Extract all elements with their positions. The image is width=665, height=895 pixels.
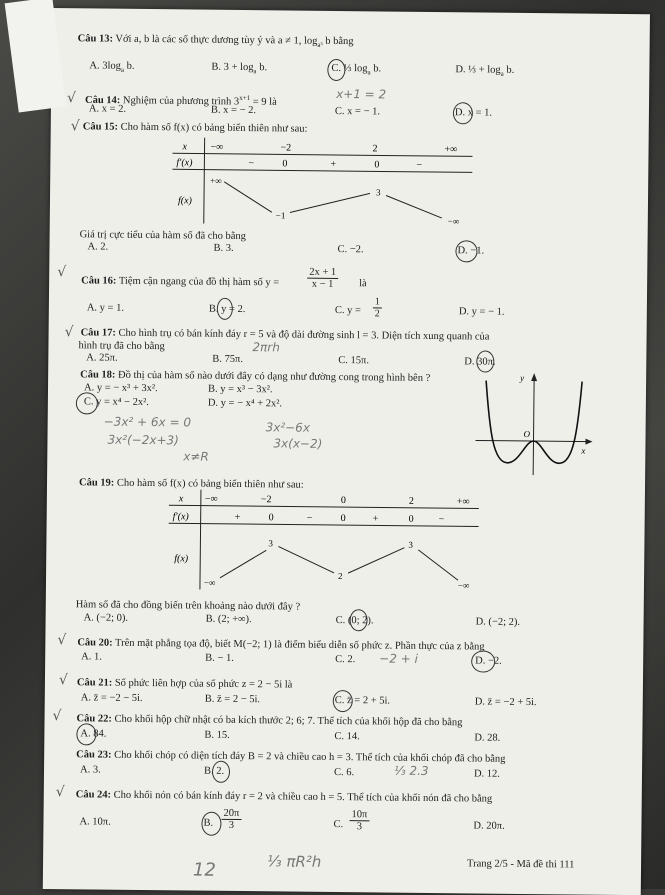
table-cell: f′(x): [172, 511, 189, 523]
q19-question: Hàm số đã cho đồng biến trên khoảng nào dưới đây ?: [75, 599, 301, 613]
table-cell: x: [178, 493, 184, 505]
q16-tail: là: [359, 278, 367, 290]
question-22: Câu 22: Cho khối hộp chữ nhật có ba kích thước 2; 6; 7. Thể tích của khối hộp đã cho bằng: [76, 713, 463, 729]
check-mark-icon: √: [57, 632, 67, 649]
q23-option-a: A. 3.: [79, 764, 101, 776]
q13-option-c: C. ⅓ $\log_a b$.: [331, 62, 382, 77]
q18-option-d: D. y = − x⁴ + 2x².: [207, 397, 283, 410]
question-14: Câu 14: Nghiệm của phương trình $3^{x+1} = 9$ là: [84, 93, 277, 108]
table-cell: −: [306, 512, 313, 524]
axis-label: y: [520, 372, 525, 383]
q23-option-b: B. 2.: [203, 765, 225, 777]
q24-option-c: C.: [333, 818, 344, 831]
q23-option-d: D. 12.: [473, 768, 501, 780]
table-cell: −: [248, 158, 255, 170]
table-cell: −∞: [447, 216, 460, 227]
question-21: Câu 21: Số phức liên hợp của số phức z = 2 − 5i là: [76, 677, 293, 691]
q21-option-c: C. z̄ = 2 + 5i.: [334, 694, 391, 707]
q24-option-a: A. 10π.: [79, 816, 111, 828]
q19-option-c: C. (0; 2).: [335, 615, 374, 627]
q13-option-a: A. $3\log_a$ b.: [89, 60, 135, 74]
handwritten-note: x≠R: [183, 449, 209, 464]
q24-option-d: D. 20π.: [473, 820, 505, 832]
answer-circle: [201, 812, 221, 836]
table-cell: +∞: [456, 496, 470, 508]
handwritten-note: 3x²−6x: [265, 420, 311, 435]
q15-option-c: C. −2.: [337, 244, 364, 256]
answer-circle: [327, 59, 345, 81]
answer-circle: [349, 609, 367, 631]
q16-c-fraction: 1 2: [374, 296, 380, 320]
question-19: Câu 19: Cho hàm số f(x) có bảng biến thiên như sau:: [78, 477, 304, 491]
q17-option-b: B. 75π.: [212, 353, 244, 366]
table-cell: 0: [282, 158, 288, 170]
q15-option-a: A. 2.: [87, 241, 109, 253]
table-cell: +: [372, 513, 379, 525]
table-cell: f′(x): [176, 157, 193, 169]
table-cell: +: [234, 511, 241, 523]
page-footer: Trang 2/5 - Mã đề thi 111: [467, 858, 575, 871]
q24-b-fraction: 20π 3: [221, 808, 241, 831]
q14-option-d: D. x = 1.: [454, 107, 493, 119]
answer-circle: [333, 690, 353, 712]
table-cell: −: [416, 159, 423, 171]
handwritten-note: −3x² + 6x = 0: [103, 414, 192, 430]
q21-option-a: A. z̄ = −2 − 5i.: [80, 692, 143, 704]
answer-circle: [476, 350, 494, 372]
q14-option-b: B. x = − 2.: [210, 104, 257, 117]
answer-circle: [217, 298, 233, 320]
q15-option-b: B. 3.: [213, 242, 234, 254]
table-cell: 0: [374, 159, 380, 171]
question-23: Câu 23: Cho khối chóp có diện tích đáy B = 2 và chiều cao h = 3. Thể tích của khối chóp đã cho bằng: [76, 749, 506, 765]
q16-option-b: B. y = 2.: [208, 303, 246, 316]
table-cell: +: [330, 158, 337, 170]
q18-option-c: C. y = x⁴ − 2x².: [83, 396, 149, 409]
table-cell: f(x): [177, 195, 192, 207]
q16-fraction: 2x + 1 x − 1: [307, 267, 338, 290]
q23-option-c: C. 6.: [333, 766, 355, 779]
q17-option-d: D. 30π.: [464, 356, 496, 368]
table-cell: 0: [408, 513, 414, 525]
answer-circle: [76, 723, 96, 745]
table-cell: −∞: [210, 141, 224, 153]
q16-option-a: A. y = 1.: [86, 302, 125, 314]
table-cell: −∞: [203, 577, 216, 588]
question-24: Câu 24: Cho khối nón có bán kính đáy r = 2 và chiều cao h = 5. Thể tích của khối nón đã cho bằng: [75, 789, 493, 805]
q18-graph: [473, 370, 594, 481]
handwritten-note: ⅓ πR²h: [266, 852, 322, 871]
exam-page: [43, 8, 650, 895]
table-cell: 2: [408, 495, 414, 507]
q24-option-b: B.: [203, 817, 214, 829]
handwritten-note: 3x²(−2x+3): [107, 432, 179, 448]
answer-circle: [76, 392, 98, 414]
table-cell: 2: [338, 571, 343, 582]
table-cell: 3: [268, 538, 273, 549]
q21-option-d: D. z̄ = −2 + 5i.: [474, 696, 537, 709]
table-cell: 0: [340, 513, 346, 525]
axis-label: x: [581, 445, 586, 456]
q22-option-d: D. 28.: [474, 732, 501, 744]
table-cell: −1: [275, 210, 286, 221]
table-cell: −2: [260, 494, 272, 506]
q14-option-c: C. x = − 1.: [334, 105, 381, 118]
table-cell: 2: [372, 143, 378, 155]
table-cell: 3: [408, 539, 413, 550]
question-17-line2: hình trụ đã cho bằng: [78, 340, 165, 353]
question-15: Câu 15: Cho hàm số f(x) có bảng biến thiên như sau:: [82, 121, 308, 135]
q20-option-c: C. 2.: [335, 654, 356, 666]
handwritten-note: 2πrh: [252, 340, 280, 355]
table-cell: 0: [340, 495, 346, 507]
question-18: Câu 18: Đồ thị của hàm số nào dưới đây có dạng như đường cong trong hình bên ?: [80, 369, 431, 384]
table-cell: 3: [376, 187, 381, 198]
answer-circle: [212, 761, 230, 783]
q18-option-b: B. y = x³ − 3x².: [207, 383, 273, 396]
table-cell: +∞: [210, 175, 222, 186]
q15-question: Giá trị cực tiểu của hàm số đã cho bằng: [79, 229, 247, 243]
table-cell: −: [438, 514, 445, 526]
handwritten-note: x+1 = 2: [336, 86, 387, 102]
table-cell: f(x): [174, 553, 189, 565]
question-13: Câu 13: Với a, b là các số thực dương tùy ý và a ≠ 1, $\log_{a^3} b$ bằng: [77, 33, 354, 49]
q20-option-d: D. −2.: [475, 655, 502, 667]
question-20: Câu 20: Trên mặt phẳng tọa độ, biết M(−2; 1) là điểm biểu diễn số phức z. Phần thực của z bằng: [77, 637, 485, 653]
table-cell: −2: [280, 142, 292, 154]
check-mark-icon: √: [66, 90, 77, 107]
q17-option-a: A. 25π.: [86, 352, 118, 364]
check-mark-icon: √: [55, 784, 65, 801]
q20-option-b: B. − 1.: [205, 652, 234, 664]
q15-option-d: D. −1.: [457, 245, 485, 257]
handwritten-note: 12: [192, 859, 216, 881]
table-cell: −∞: [204, 493, 218, 505]
q22-option-b: B. 15.: [204, 729, 230, 741]
q16-option-c: C. y =: [334, 304, 361, 317]
q16-option-d: D. y = − 1.: [458, 306, 505, 318]
table-cell: −∞: [457, 580, 470, 591]
answer-circle: [453, 102, 473, 124]
handwritten-note: ⅓ 2.3: [393, 763, 429, 778]
q24-c-fraction: 10π 3: [349, 809, 369, 832]
q19-option-b: B. (2; +∞).: [205, 613, 252, 626]
question-16: Câu 16: Tiệm cận ngang của đồ thị hàm số y =: [81, 275, 280, 289]
handwritten-note: 3x(x−2): [273, 436, 323, 451]
answer-circle: [471, 650, 495, 672]
variation-table-19: [168, 489, 489, 592]
table-cell: +∞: [444, 144, 458, 156]
check-mark-icon: √: [58, 672, 68, 689]
answer-circle: [455, 240, 477, 262]
q19-option-d: D. (−2; 2).: [475, 616, 521, 628]
q18-option-a: A. y = − x³ + 3x².: [83, 382, 158, 395]
handwritten-note: −2 + i: [379, 651, 418, 666]
q13-option-b: B. $3 + \log_a b$.: [211, 61, 268, 76]
check-mark-icon: √: [70, 118, 80, 135]
check-mark-icon: √: [57, 264, 67, 281]
q22-option-c: C. 14.: [334, 730, 360, 743]
q22-option-a: A. 84.: [80, 728, 107, 740]
origin-label: O: [523, 428, 531, 440]
q21-option-b: B. z̄ = 2 − 5i.: [204, 693, 261, 706]
q14-option-a: A. x = 2.: [88, 103, 127, 115]
variation-table-15: [172, 137, 483, 226]
question-17: Câu 17: Cho hình trụ có bán kính đáy r = 5 và độ dài đường sinh l = 3. Diện tích xung quanh của: [80, 327, 490, 343]
q20-option-a: A. 1.: [81, 651, 102, 663]
q17-option-c: C. 15π.: [338, 355, 370, 367]
check-mark-icon: √: [52, 708, 62, 725]
table-cell: 0: [268, 512, 274, 524]
check-mark-icon: √: [64, 324, 74, 341]
q13-option-d: D. ⅓ + $\log_a b$.: [455, 64, 515, 78]
table-cell: x: [182, 141, 188, 153]
q19-option-a: A. (−2; 0).: [83, 612, 129, 624]
